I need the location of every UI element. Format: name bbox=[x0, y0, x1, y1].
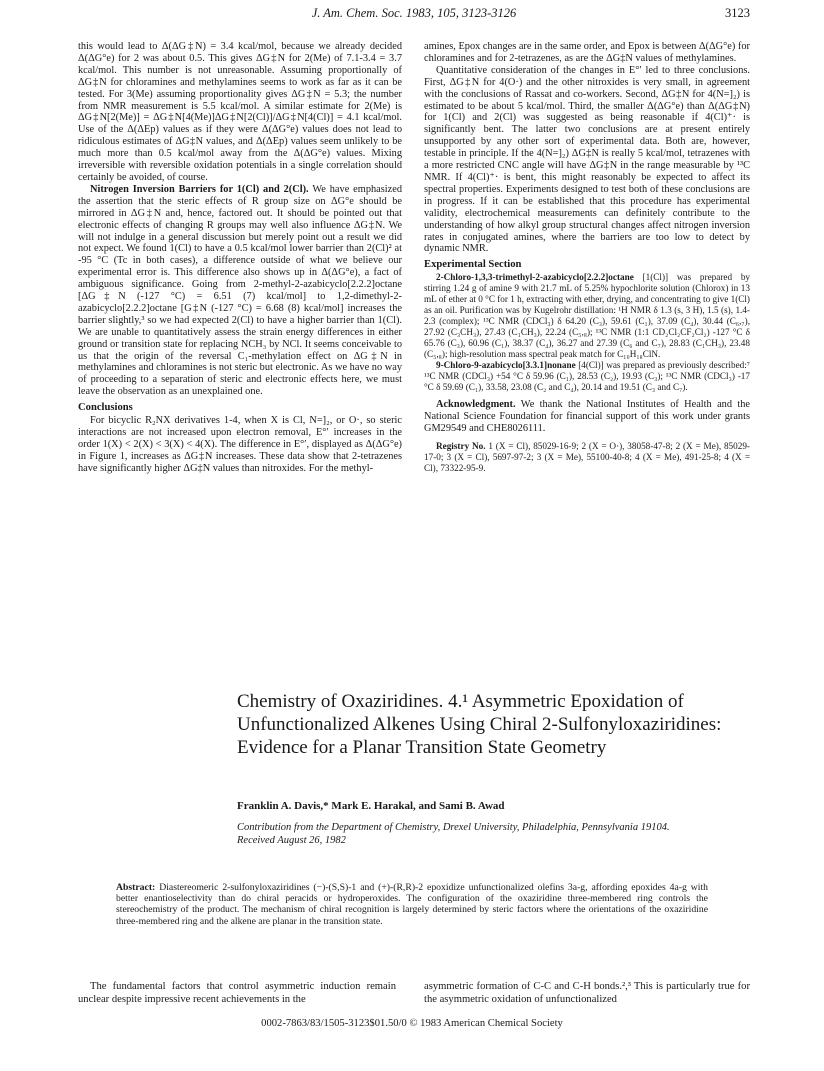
article-title-block bbox=[237, 690, 737, 759]
section-heading: Nitrogen Inversion Barriers for 1(Cl) and 2(Cl). bbox=[90, 183, 309, 195]
experimental-entry bbox=[424, 360, 750, 393]
experimental-entry bbox=[424, 272, 750, 360]
intro-text-left: The fundamental factors that control asymmetric induction remain unclear despite impressive recent achievements in the bbox=[78, 981, 396, 1005]
body-paragraph: Quantitative consideration of the changes in E°′ led to three conclusions. First, ΔG‡N for 4(O·) and the other nitroxides is very small, in agreement with the conclusions of Rassat and co-workers. Second, ΔG‡N for 4(N=]₂) is estimated to be about 5 kcal/mol. Third, the smaller Δ(ΔG°e) than Δ(ΔG‡N) for 1(Cl) and 2(Cl) was suggested as being reasonable if 4(Cl)⁺· is significantly bent. The latter two conclusions are at present entirely unsupported by any other sort of experimental data. Both are, however, testable in principle. If the 4(N=]₂) ΔG‡N is really 5 kcal/mol, tetrazenes with a more restricted CNC angle will have ΔG‡N in the range measurable by ¹³C NMR. If 4(Cl)⁺· is bent, this might reasonably be expected to affect its spectral properties. Experiments designed to test both of these conclusions are in progress. If it can be established that this procedure has experimental validity, electrochemical measurements can definitely contribute to the understanding of how alkyl group structural changes affect nitrogen inversion rates in conjugated amines, where the barriers are too low to detect by dynamic NMR. bbox=[424, 64, 750, 255]
right-column bbox=[424, 41, 750, 474]
intro-text-right: asymmetric formation of C-C and C-H bonds.²,³ This is particularly true for the asymmetric oxidation of unfunctionalized bbox=[424, 981, 750, 1005]
body-paragraph: this would lead to Δ(ΔG‡N) = 3.4 kcal/mol, because we already decided Δ(ΔG°e) for 2 was about 0.5. This gives ΔG‡N for 2(Me) of 7.1-3.4 = 3.7 kcal/mol. This number is not unreasonable. Assuming proportionally of ΔG‡N for chloramines and methylamines seems to work as far as it can be tested. For 3(Me) assuming proportionality gives ΔG‡N = 5.3; the number from NMR measurement is 5.5 kcal/mol. A similar estimate for 2(Me) is ΔG‡N[2(Me)] = ΔG‡N[4(Me)]ΔG‡N[2(Cl)]/ΔG‡N[4(Cl)] = 4.1 kcal/mol. Use of the Δ(ΔEp) values as if they were Δ(ΔG°e) values does not lead to ridiculous estimates of ΔG‡N values, and Δ(ΔEp) values seem unlikely to be much more than 0.5 kcal/mol away from the Δ(ΔG°e) values. Mixing irreversible with reversible oxidation potentials in a single correlation should certainly be avoided, of course. bbox=[78, 41, 402, 183]
section-text: We have emphasized the assertion that the steric effects of R group size on ΔG°e should be mirrored in ΔG‡N and, hence, factored out. It should be pointed out that electronic effects of changing R groups may well also influence ΔG‡N. We will not indulge in a general discussion but merely point out a result we did not expect. We found 1(Cl) to have a 0.5 kcal/mol lower barrier than 2(Cl)² at -95 °C (Tc in both cases), a difference outside of what we believe our experimental error is. This difference also shows up in Δ(ΔG°e), a fact of ambiguous significance. Going from 2-methyl-2-azabicyclo[2.2.2]octane [ΔG‡N (-127 °C) = 6.51 (7) kcal/mol] to 1,2-dimethyl-2-azabicyclo[2.2.2]octane [G‡N (-127 °C) = 6.68 (8) kcal/mol] increases the barrier slightly,³ so we had expected 2(Cl) to have a higher barrier than 1(Cl). We are unable to quantitatively assess the strain energy differences in either ground or transition state for replacing NCH₃ by NCl. It seems conceivable to us that the origin of the reversal C₁-methylation effect on ΔG‡N in methylamines and chloramines is not steric but electronic. As we have no way of proceeding to a separation of steric and electronic effects here, we must leave the observation as an unexplained one. bbox=[78, 183, 403, 398]
registry-text: 1 (X = Cl), 85029-16-9; 2 (X = O·), 38058-47-8; 2 (X = Me), 85029-17-0; 3 (X = Cl), 5697-97-2; 3 (X = Me), 55100-40-8; 4 (X = Me), 491-25-8; 4 (X = Cl), 73322-95-9. bbox=[424, 440, 750, 473]
article-authors: Franklin A. Davis,* Mark E. Harakal, and Sami B. Awad bbox=[237, 800, 505, 812]
article-affiliation: Contribution from the Department of Chemistry, Drexel University, Philadelphia, Pennsylvania 19104. Received August 26, 1982 bbox=[237, 822, 670, 846]
registry-numbers bbox=[424, 441, 750, 474]
experimental-text: [4(Cl)] was prepared as previously described:⁷ ¹³C NMR (CDCl₃) +54 °C δ 59.96 (C₁), 28.53 (C₂), 19.93 (C₃); ¹³C NMR (CDCl₃) -17 °C δ 59.69 (C₁), 33.58, 23.08 (C₂ and C₄), 20.14 and 19.51 (C₃ and C₇). bbox=[424, 360, 750, 393]
registry-section bbox=[424, 441, 750, 474]
abstract-label: Abstract: bbox=[116, 882, 156, 893]
acknowledgment-heading: Acknowledgment. bbox=[436, 399, 516, 411]
compound-name: 9-Chloro-9-azabicyclo[3.3.1]nonane bbox=[436, 360, 576, 371]
registry-heading: Registry No. bbox=[436, 440, 486, 451]
acknowledgment bbox=[424, 399, 750, 435]
article-title: Chemistry of Oxaziridines. 4.¹ Asymmetric Epoxidation of Unfunctionalized Alkenes Using Chiral 2-Sulfonyloxaziridines: Evidence for a Planar Transition State Geometry bbox=[237, 691, 722, 758]
journal-citation: J. Am. Chem. Soc. 1983, 105, 3123-3126 bbox=[311, 6, 517, 20]
acknowledgment-text: We thank the National Institutes of Health and the National Science Foundation for financial support of this work under grants GM29549 and CHE8026111. bbox=[424, 399, 750, 435]
abstract-text: Diastereomeric 2-sulfonyloxaziridines (−)-(S,S)-1 and (+)-(R,R)-2 epoxidize unfunctionalized olefins 3a-g, affording epoxides 4a-g with better enantioselectivity than do chiral peracids or hydroperoxides. The configuration of the oxaziridine three-membered ring controls the stereochemistry of the product. The mechanism of chiral recognition is largely determined by steric factors where the orientations of the oxaziridine three-membered ring and the alkene are planar in the transition state. bbox=[116, 882, 709, 927]
conclusions-text: For bicyclic R₂NX derivatives 1-4, when X is Cl, N=]₂, or O·, so steric interactions are not increased upon electron removal, E°′ increases in the order 1(X) < 2(X) < 3(X) < 4(X). The difference in E°′, displayed as Δ(ΔG°e) in Figure 1, increases as ΔG‡N increases. These data show that 2-tetrazenes have significantly higher ΔG‡N values than nitroxides. For the methyl- bbox=[78, 415, 402, 474]
section-paragraph bbox=[78, 184, 402, 398]
conclusions-heading: Conclusions bbox=[78, 402, 133, 414]
page-number: 3123 bbox=[725, 6, 750, 20]
experimental-heading: Experimental Section bbox=[424, 259, 522, 271]
running-header bbox=[78, 6, 750, 24]
experimental-section bbox=[424, 272, 750, 393]
compound-name: 2-Chloro-1,3,3-trimethyl-2-azabicyclo[2.2.2]octane bbox=[436, 272, 634, 283]
left-column bbox=[78, 41, 402, 475]
experimental-text: [1(Cl)] was prepared by stirring 1.24 g of amine 9 with 21.7 mL of 5.25% hypochlorite solution (Chlorox) in 13 mL of ether at 0 °C for 1 h, extracting with ether, drying, and concentrating to give 1(Cl) as an oil. Purification was by Kugelrohr distillation: ¹H NMR δ 1.3 (s, 3 H), 1.5 (s), 1.4-2.3 (complex); ¹³C NMR (CDCl₃) δ 64.20 (C₃), 59.61 (C₁), 37.09 (C₄), 30.44 (C₆,₇), 27.92 (C₃CH₃), 27.43 (C₁CH₃), 22.24 (C₅,₈); ¹³C NMR (1:1 CD₂Cl₂CF₂Cl₂) -127 °C δ 65.76 (C₃), 60.96 (C₁), 38.37 (C₄), 36.27 and 27.39 (C₆ and C₇), 28.83 (C₁CH₃), 23.48 (C₅,₈); high-resolution mass spectral peak match for C₁₀H₁₈ClN. bbox=[424, 272, 751, 360]
abstract bbox=[116, 882, 708, 927]
copyright-footer: 0002-7863/83/1505-3123$01.50/0 © 1983 American Chemical Society bbox=[261, 1018, 563, 1029]
body-paragraph: amines, Epox changes are in the same order, and Epox is between Δ(ΔG°e) for chloramines and for 2-tetrazenes, as are the ΔG‡N values of methylamines. bbox=[424, 41, 750, 64]
